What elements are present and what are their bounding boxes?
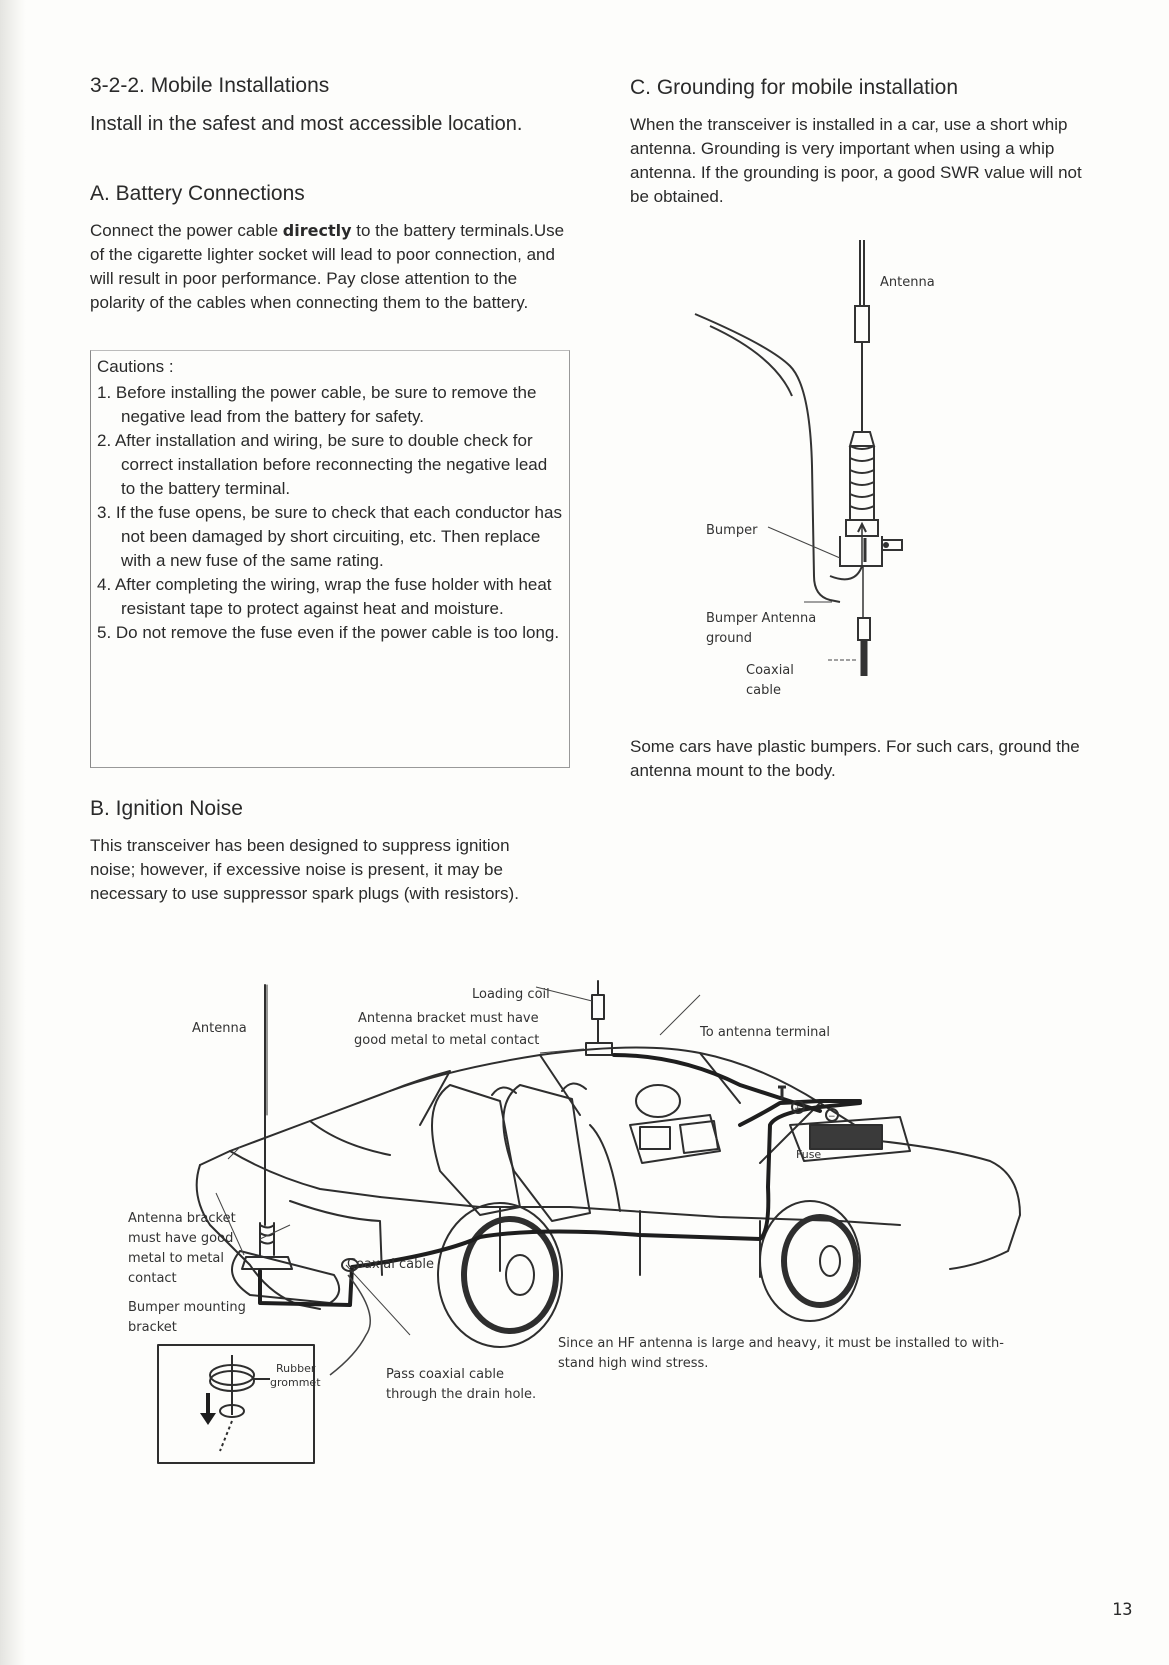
drain-label-1: Pass coaxial cable [386, 1367, 504, 1382]
caution-item: 5. Do not remove the fuse even if the power cable is too long. [97, 623, 560, 642]
fig-coax-label-2: cable [746, 683, 781, 698]
roof-bracket-label-1: Antenna bracket must have [358, 1011, 539, 1026]
hf-note-line-1: Since an HF antenna is large and heavy, it must be installed to with- [558, 1336, 1004, 1351]
battery-minus-sign: − [828, 1112, 836, 1122]
cautions-list [97, 381, 562, 645]
fig-coax-label-1: Coaxial [746, 663, 794, 678]
fig-antenna-label: Antenna [880, 275, 935, 290]
loading-coil-label: Loading coil [472, 987, 550, 1002]
car-coax-label: Coaxial cable [347, 1257, 434, 1272]
bumper-mount-label-1: Bumper mounting [128, 1300, 246, 1315]
grounding-note: Some cars have plastic bumpers. For such cars, ground the antenna mount to the body. [630, 737, 1080, 780]
bolt-icon [883, 542, 889, 548]
down-arrow-icon [200, 1393, 216, 1425]
fig-bumper-ground-label-2: ground [706, 631, 752, 646]
section-lead: Install in the safest and most accessible location. [90, 113, 523, 135]
ignition-heading: B. Ignition Noise [90, 797, 243, 820]
rear-bracket-label-2: must have good [128, 1231, 234, 1246]
battery-text-before: Connect the power cable [90, 221, 283, 240]
page-number: 13 [1112, 1600, 1133, 1620]
battery-plus-sign: + [794, 1104, 802, 1114]
caution-item: 4. After completing the wiring, wrap the fuse holder with heat resistant tape to protect against heat and moisture. [97, 575, 552, 618]
rear-bracket-label-3: metal to metal [128, 1251, 224, 1266]
roof-bracket-label-2: good metal to metal contact [354, 1033, 540, 1048]
battery-emphasis: directly [282, 221, 352, 240]
rear-bracket-label-4: contact [128, 1271, 177, 1286]
to-terminal-label: To antenna terminal [700, 1025, 830, 1040]
fig-bumper-label: Bumper [706, 523, 758, 538]
cautions-box [90, 350, 570, 768]
cautions-title: Cautions : [97, 357, 174, 376]
section-heading: 3-2-2. Mobile Installations [90, 74, 330, 97]
battery-text-after: to the battery terminals.Use of the cigarette lighter socket will lead to poor connection, and will result in poor performance. Pay close attention to the polarity of the cables when connecting them to the battery. [90, 221, 565, 312]
car-installation-diagram [120, 975, 1060, 1475]
fuse-label: Fuse [796, 1148, 822, 1161]
bumper-mount-label-2: bracket [128, 1320, 177, 1335]
battery-heading: A. Battery Connections [90, 182, 305, 205]
caution-item: 1. Before installing the power cable, be sure to remove the negative lead from the battery for safety. [97, 383, 537, 426]
battery-paragraph [90, 219, 568, 315]
hf-note-line-2: stand high wind stress. [558, 1356, 709, 1371]
grounding-paragraph: When the transceiver is installed in a car, use a short whip antenna. Grounding is very important when using a whip antenna. If the grounding is poor, a good SWR value will not be obtained. [630, 115, 1082, 206]
ignition-paragraph: This transceiver has been designed to suppress ignition noise; however, if excessive noise is present, it may be necessary to use suppressor spark plugs (with resistors). [90, 836, 519, 903]
rubber-grommet-label-2: grommet [270, 1376, 321, 1389]
page-edge-shadow [0, 0, 26, 1665]
car-antenna-label: Antenna [192, 1021, 247, 1036]
rubber-grommet-label-1: Rubber [276, 1362, 316, 1375]
caution-item: 2. After installation and wiring, be sure to double check for correct installation before reconnecting the negative lead to the battery terminal. [97, 431, 548, 498]
drain-label-2: through the drain hole. [386, 1387, 537, 1402]
caution-item: 3. If the fuse opens, be sure to check that each conductor has not been damaged by short circuiting, etc. Then replace with a new fuse of the same rating. [97, 503, 562, 570]
rear-bracket-label-1: Antenna bracket [128, 1211, 236, 1226]
fig-bumper-ground-label-1: Bumper Antenna [706, 611, 817, 626]
grounding-heading: C. Grounding for mobile installation [630, 76, 959, 99]
